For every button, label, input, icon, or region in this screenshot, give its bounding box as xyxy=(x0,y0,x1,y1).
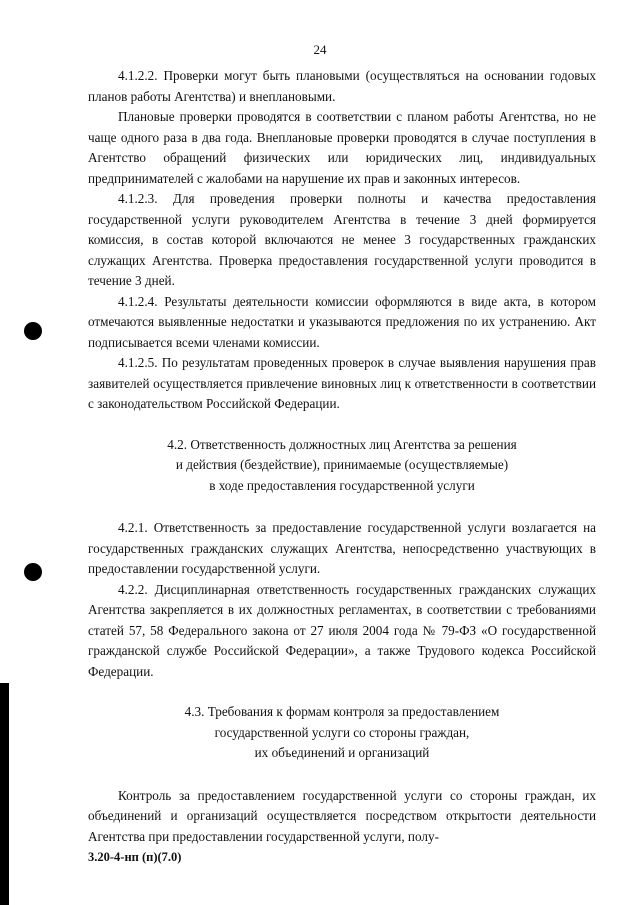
paragraph-public-control: Контроль за предоставлением государственной услуги со стороны граждан, их объединений и организаций осуществляется посредством открытости деятельности Агентства при предоставлении государственной услуги, полу- xyxy=(88,787,596,844)
document-body xyxy=(88,66,596,868)
section-heading-4-3 xyxy=(88,702,596,764)
paragraph-4-1-2-3: 4.1.2.3. Для проведения проверки полноты и качества предоставления государственной услуги руководителем Агентства в течение 3 дней формируется комиссия, в состав которой включаются не менее 3 государственных гражданских служащих Агентства. Проверка предоставления государственной услуги проводится в течение 3 дней. xyxy=(88,191,596,288)
heading-line: 4.3. Требования к формам контроля за предоставлением xyxy=(184,704,500,719)
section-heading-4-2 xyxy=(88,435,596,497)
heading-line: государственной услуги со стороны граждан, xyxy=(214,724,470,740)
page-number: 24 xyxy=(313,42,327,57)
paragraph-4-2-1: 4.2.1. Ответственность за предоставление государственной услуги возлагается на государственных гражданских служащих Агентства, непосредственно участвующих в предоставлении государственной услуги. xyxy=(88,520,596,576)
punch-hole-mark xyxy=(24,322,42,340)
document-code: 3.20-4-нп (п)(7.0) xyxy=(88,850,182,864)
heading-line: 4.2. Ответственность должностных лиц Агентства за решения xyxy=(167,436,517,452)
paragraph-4-2-2: 4.2.2. Дисциплинарная ответственность государственных гражданских служащих Агентства закрепляется в их должностных регламентах, в соответствии с требованиями статей 57, 58 Федерального закона от 27 июля 2004 года № 79-ФЗ «О государственной гражданской службе Российской Федерации», а также Трудового кодекса Российской Федерации. xyxy=(88,581,596,679)
scan-edge-bar xyxy=(0,683,9,905)
paragraph-4-1-2-2: 4.1.2.2. Проверки могут быть плановыми (осуществляться на основании годовых планов работы Агентства) и внеплановыми. xyxy=(88,68,596,104)
heading-line: и действия (бездействие), принимаемые (осуществляемые) xyxy=(175,457,509,472)
heading-line: в ходе предоставления государственной услуги xyxy=(209,477,475,493)
paragraph-planned-checks: Плановые проверки проводятся в соответствии с планом работы Агентства, но не чаще одного раза в два года. Внеплановые проверки проводятся в случае поступления в Агентство обращений физических или юридических лиц, индивидуальных предпринимателей с жалобами на нарушение их прав и законных интересов. xyxy=(88,109,596,186)
paragraph-4-1-2-4: 4.1.2.4. Результаты деятельности комиссии оформляются в виде акта, в котором отмечаются выявленные недостатки и указываются предложения по их устранению. Акт подписывается всеми членами комиссии. xyxy=(88,293,596,350)
paragraph-4-1-2-5: 4.1.2.5. По результатам проведенных проверок в случае выявления нарушения прав заявителей осуществляется привлечение виновных лиц к ответственности в соответствии с законодательством Российской Федерации. xyxy=(88,355,596,411)
punch-hole-mark xyxy=(24,563,42,581)
heading-line: их объединений и организаций xyxy=(254,745,430,760)
